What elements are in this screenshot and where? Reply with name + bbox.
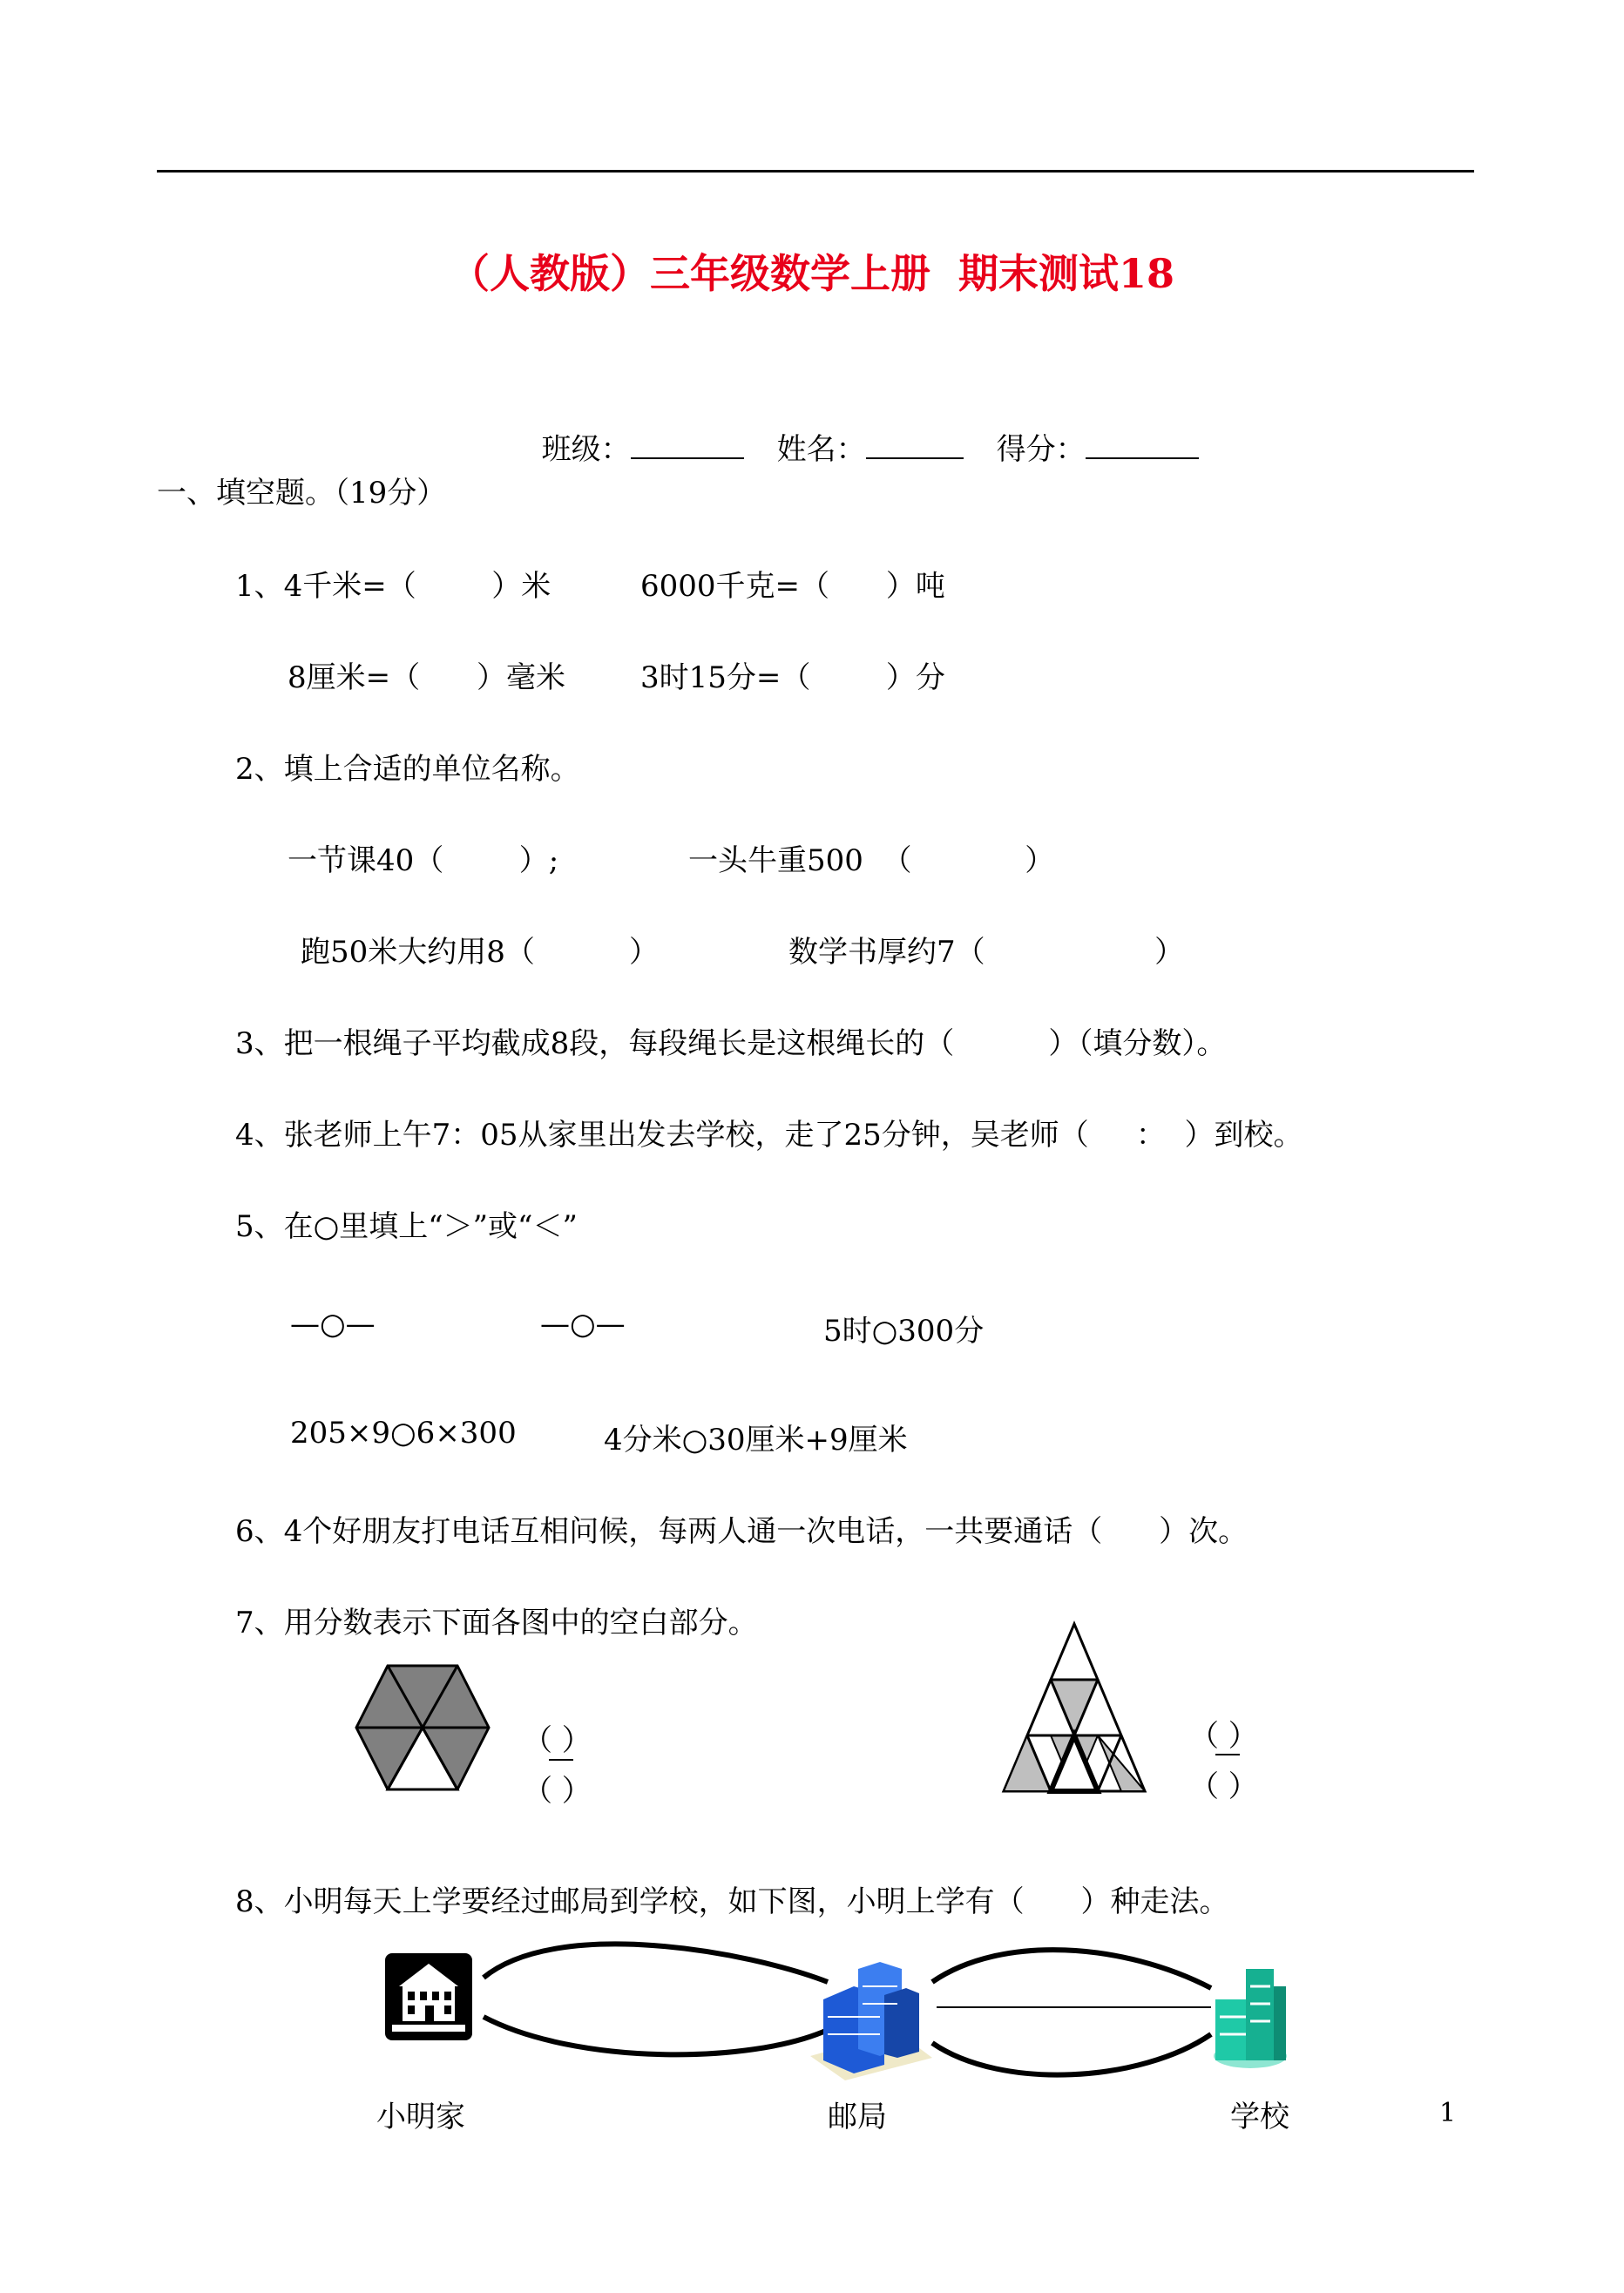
q3-text: 3、把一根绳子平均截成8段，每段绳长是这根绳长的（ ）（填分数）。 xyxy=(235,1026,1227,1061)
route-diagram xyxy=(375,1934,1333,2100)
header-fields xyxy=(523,390,1199,468)
class-label: 班级： xyxy=(541,432,631,467)
score-blank[interactable] xyxy=(1086,428,1199,459)
fraction-2-top: （ ） xyxy=(1189,1719,1258,1754)
hexagon-figure xyxy=(353,1662,492,1793)
label-post-office: 邮局 xyxy=(828,2100,887,2134)
label-home: 小明家 xyxy=(376,2100,465,2134)
triangle-figure xyxy=(1000,1620,1148,1795)
fraction-1-bar xyxy=(549,1759,573,1761)
fraction-1-bottom: （ ） xyxy=(523,1774,592,1809)
top-rule xyxy=(157,170,1474,172)
house-icon xyxy=(385,1953,472,2040)
q8-text: 8、小明每天上学要经过邮局到学校，如下图，小明上学有（ ）种走法。 xyxy=(235,1884,1229,1919)
q1-row1-b: 6000千克=（ ）吨 xyxy=(640,569,945,604)
q2-d: 数学书厚约7（ ） xyxy=(788,935,1185,970)
q5-a: —○— xyxy=(290,1307,376,1342)
q5-e: 4分米○30厘米+9厘米 xyxy=(604,1423,908,1458)
q2-b: 一头牛重500 （ ） xyxy=(688,843,1055,878)
q1-row2-a: 8厘米=（ ）毫米 xyxy=(288,660,565,695)
fraction-1-top: （ ） xyxy=(523,1723,592,1758)
q2-a: 一节课40（ ）; xyxy=(288,843,559,878)
q4-text: 4、张老师上午7：05从家里出发去学校，走了25分钟，吴老师（ ： ）到校。 xyxy=(235,1118,1303,1153)
fraction-2-bar xyxy=(1215,1754,1240,1755)
q2-c: 跑50米大约用8（ ） xyxy=(301,935,659,970)
score-label: 得分： xyxy=(996,432,1086,467)
section-heading: 一、填空题。（19分） xyxy=(157,476,447,511)
school-building-icon xyxy=(1214,1969,1287,2068)
q5-text: 5、在○里填上“＞”或“＜” xyxy=(235,1209,578,1244)
name-blank[interactable] xyxy=(866,428,964,459)
page-title: （人教版）三年级数学上册 期末测试18 xyxy=(449,250,1175,297)
q1-row1-a: 1、4千米=（ ）米 xyxy=(235,569,551,604)
q5-c: 5时○300分 xyxy=(823,1314,985,1349)
q7-text: 7、用分数表示下面各图中的空白部分。 xyxy=(235,1606,758,1640)
label-school: 学校 xyxy=(1230,2100,1289,2134)
q5-d: 205×9○6×300 xyxy=(290,1416,517,1451)
q6-text: 6、4个好朋友打电话互相问候，每两人通一次电话，一共要通话（ ）次。 xyxy=(235,1514,1248,1549)
page-number: 1 xyxy=(1439,2098,1457,2128)
class-blank[interactable] xyxy=(631,428,744,459)
q5-b: —○— xyxy=(540,1307,626,1342)
fraction-2-bottom: （ ） xyxy=(1189,1769,1258,1804)
q1-row2-b: 3时15分=（ ）分 xyxy=(640,660,945,695)
q2-text: 2、填上合适的单位名称。 xyxy=(235,752,580,787)
name-label: 姓名： xyxy=(776,432,866,467)
